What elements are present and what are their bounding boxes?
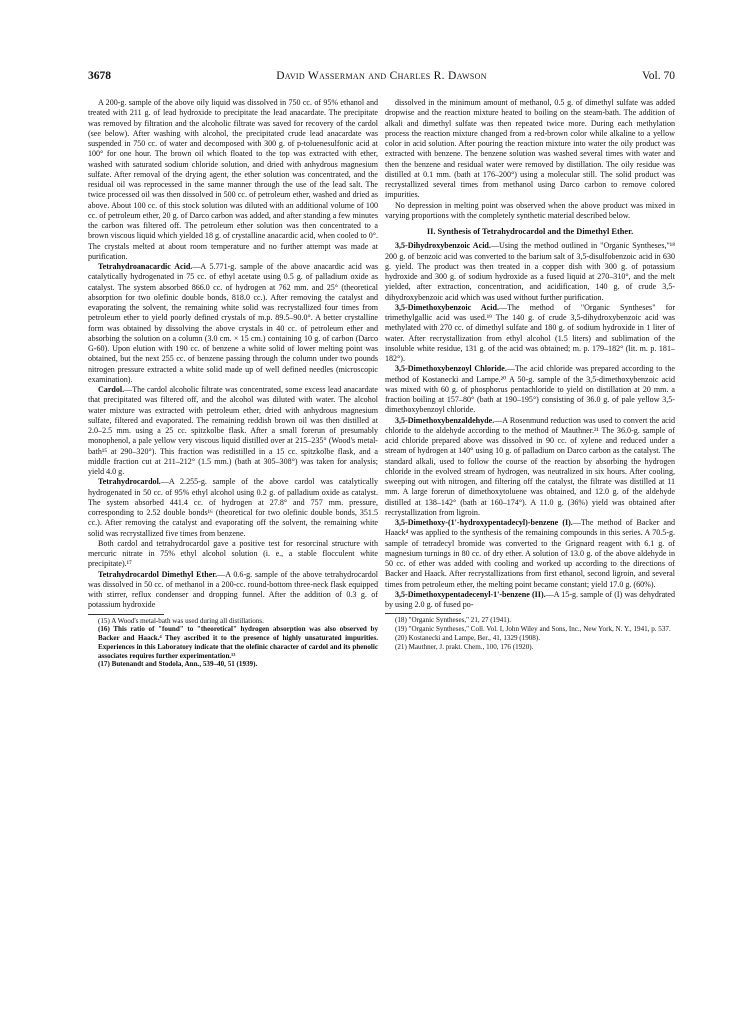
paragraph-heading: 3,5-Dimethoxybenzoic Acid.	[395, 302, 500, 312]
paragraph-heading: Cardol.	[98, 385, 125, 394]
paragraph	[385, 303, 675, 365]
paragraph	[88, 262, 378, 385]
paragraph-body: —The method of Backer and Haack⁴ was applied to the synthesis of the remaining compounds in this series. A 70.5-g. sample of tetradecyl bromide was converted to the Grignard reagent with 6.1 g. of magnesium turnings in 80 cc. of dry ether. A solution of 13.0 g. of the above aldehyde in 50 cc. of ether was added with cooling and worked up according to the directions of Backer and Haack. After recrystallizations from first ethanol, second ligroin, and several times from petroleum ether, the melting point became constant; yield 17.0 g. (60%).	[385, 518, 675, 589]
footnote: (21) Mauthner, J. prakt. Chem., 100, 176 (1920).	[395, 642, 534, 651]
right-column	[385, 98, 675, 651]
paragraph-heading: Tetrahydrocardol Dimethyl Ether.	[98, 569, 218, 579]
paragraph	[385, 518, 675, 590]
footnote-rule	[385, 613, 461, 614]
section-heading: II. Synthesis of Tetrahydrocardol and the Dimethyl Ether.	[426, 227, 634, 236]
page-number: 3678	[88, 70, 111, 82]
paragraph: dissolved in the minimum amount of methanol, 0.5 g. of dimethyl sulfate was added dropwise and the reaction mixture heated to boiling on the steam-bath. The addition of alkali and dimethyl sulfate was then repeated twice more. During each methylation process the reaction mixture changed from a red-brown color while alkaline to a yellow color in acid solution. After pouring the reaction mixture into water the oily product was extracted with benzene. The benzene solution was washed several times with water and then the benzene and residual water were removed by distillation. The oily residue was distilled at 0.1 mm. (bath at 176–200°) using a molecular still. The solid product was recrystallized several times from methanol using Darco carbon to remove colored impurities.	[385, 98, 675, 200]
paragraph-body: —A 15-g. sample of (I) was dehydrated by using 2.0 g. of fused po-	[385, 589, 675, 609]
paragraph: Both cardol and tetrahydrocardol gave a positive test for resorcinal structure with mercuric nitrate in 75% ethyl alcohol solution (i. e., a stable flocculent white precipitate).¹⁷	[88, 538, 378, 569]
footnote: (15) A Wood's metal-bath was used during all distillations.	[98, 616, 264, 625]
footnote: (18) "Organic Syntheses," 21, 27 (1941).	[395, 616, 511, 625]
running-header	[88, 70, 675, 86]
paragraph-heading: 3,5-Dihydroxybenzoic Acid.	[395, 241, 491, 251]
paragraph-body: —A 5.771-g. sample of the above anacardic acid was catalytically hydrogenated in 75 cc. of ethyl acetate using 0.5 g. of palladium oxide as catalyst. The system absorbed 866.0 cc. of hydrogen at 762 mm. and 25° (theoretical absorption for two olefinic double bonds, 818.0 cc.). After removing the catalyst and evaporating the solvent, the remaining white solid was recrystallized four times from petroleum ether to yield poorly defined crystals of m.p. 89.5–90.0°. A better crystalline form was obtained by dissolving the above crystals in 40 cc. of petroleum ether and absorbing the solution on a column (3.0 cm. × 15 cm.) containing 10 g. of carbon (Darco G-60). Upon elution with 190 cc. of benzene a white solid of lower melting point was obtained, but the next 255 cc. of benzene passing through the column under two pounds nitrogen pressure extracted a white solid made up of well defined needles (microscopic examination).	[88, 262, 379, 384]
paragraph-heading: 3,5-Dimethoxybenzaldehyde.	[395, 415, 495, 425]
footnote: (16) This ratio of "found" to "theoretical" hydrogen absorption was also observed by Backer and Haack.⁴ They ascribed it to the presence of highly unsaturated impurities. Experiences in this Laboratory indicate that the olefinic character of cardol and its phenolic associates requires further experimentation.¹³	[98, 625, 378, 660]
paragraph-body: —A 0.6-g. sample of the above tetrahydrocardol was dissolved in 50 cc. of methanol in a 200-cc. round-bottom three-neck flask equipped with stirrer, reflux condenser and dropping funnel. After the addition of 0.3 g. of potassium hydroxide	[88, 569, 378, 610]
paragraph-heading: 3,5-Dimethoxypentadecenyl-1'-benzene (II).	[395, 589, 546, 599]
footnote: (20) Kostanecki and Lampe, Ber., 41, 1329 (1908).	[395, 633, 540, 642]
paragraph	[385, 364, 675, 415]
volume-label: Vol. 70	[641, 70, 675, 82]
running-authors: David Wasserman and Charles R. Dawson	[276, 70, 487, 82]
paragraph	[385, 590, 675, 611]
paragraph-body: —The acid chloride was prepared according to the method of Kostanecki and Lampe.²⁰ A 50-g. sample of the 3,5-dimethoxybenzoic acid was mixed with 60 g. of phosphorus pentachloride to yield on distillation at 20 mm. a fraction boiling at 157–80° (bath at 190–195°) consisting of 36.0 g. of pale yellow 3,5-dimethoxybenzoyl chloride.	[385, 364, 675, 415]
paragraph	[88, 477, 378, 539]
footnote: (17) Butenandt and Stodola, Ann., 539–40, 51 (1939).	[98, 660, 258, 669]
paragraph	[88, 385, 378, 477]
paragraph-heading: 3,5-Dimethoxy-(1'-hydroxypentadecyl)-benzene (I).	[395, 518, 573, 527]
paragraph-body: —Using the method outlined in "Organic Syntheses,"¹⁸ 200 g. of benzoic acid was converted to the barium salt of 3,5-disulfobenzoic acid in 630 g. yield. The product was then treated in a copper dish with 300 g. of potassium hydroxide and 300 g. of sodium hydroxide as a fused liquid at 270–310°, and the melt yielded, after extraction, concentration, and acidification, 140 g. of crude 3,5-dihydroxybenzoic acid which was used without further purification.	[385, 241, 675, 302]
paragraph-heading: Tetrahydrocardol.	[98, 477, 161, 487]
left-column	[88, 98, 378, 669]
paragraph: A 200-g. sample of the above oily liquid was dissolved in 750 cc. of 95% ethanol and treated with 211 g. of lead hydroxide to precipitate the lead anacardate. The precipitate was removed by filtration and the alcoholic filtrate was saved for recovery of the cardol (see below). After washing with alcohol, the precipitated crude lead anacardate was suspended in 750 cc. of water and decomposed with 300 g. of p-toluenesulfonic acid at 100° for one hour. The brown oil which floated to the top was extracted with ether, washed with saturated sodium chloride solution, and dried with anhydrous magnesium sulfate. After removal of the drying agent, the ether solution was concentrated, and the residual oil was reprocessed in the same manner through the use of the lead salt. The twice processed oil was then dissolved in 500 cc. of petroleum ether, washed and dried as above. About 100 cc. of this stock solution was diluted with an additional volume of 100 cc. of petroleum ether, 20 g. of Darco carbon was added, and after standing a few minutes the carbon was filtered off. The petroleum ether solution was then concentrated to a brown viscous liquid which yielded 18 g. of crystalline anacardic acid, when cooled to 0°. The crystals melted at about room temperature and no further attempt was made at purification.	[88, 98, 378, 261]
paragraph-body: —A 2.255-g. sample of the above cardol was catalytically hydrogenated in 50 cc. of 95% ethyl alcohol using 0.2 g. of palladium oxide as catalyst. The system absorbed 441.4 cc. of hydrogen at 27.8° and 757 mm. pressure, corresponding to 2.52 double bonds¹⁶ (theoretical for two olefinic double bonds, 351.5 cc.). After removing the catalyst and evaporating off the solvent, the remaining white solid was recrystallized five times from benzene.	[88, 477, 378, 538]
footnote-rule	[88, 614, 164, 615]
paragraph-heading: Tetrahydroanacardic Acid.	[98, 262, 193, 271]
paragraph-body: —The method of "Organic Syntheses" for trimethylgallic acid was used.¹⁹ The 140 g. of crude 3,5-dihydroxybenzoic acid was methylated with 270 cc. of dimethyl sulfate and 180 g. of sodium hydroxide in 1 liter of water. After recrystallization from ethyl alcohol (1.5 liters) and sublimation of the insoluble white residue, 131 g. of the acid was obtained; m. p. 179–182° (lit. m. p. 181–182°).	[385, 302, 675, 363]
paragraph-heading: 3,5-Dimethoxybenzoyl Chloride.	[395, 364, 507, 374]
footnote: (19) "Organic Syntheses," Coll. Vol. I, John Wiley and Sons, Inc., New York, N. Y., 1941, p. 537.	[395, 625, 671, 634]
paragraph: No depression in melting point was observed when the above product was mixed in varying proportions with the completely synthetic material described below.	[385, 200, 675, 220]
paragraph-body: —The cardol alcoholic filtrate was concentrated, some excess lead anacardate that precipitated was filtered off, and the alcohol was diluted with water. The alcohol water mixture was extracted with petroleum ether, dried with anhydrous magnesium sulfate, filtered and evaporated. The remaining reddish brown oil was then distilled at 2.0–2.5 mm. using a 25 cc. spitzkolbe flask. After a small forerun of presumably monophenol, a pale yellow very viscous liquid distilled over at 215–235° (Wood's metal-bath¹⁵ at 290–320°). This fraction was redistilled in a 15 cc. spitzkolbe flask, and a middle fraction cut at 211–212° (1.5 mm.) (bath at 305–308°) was taken for analysis; yield 4.0 g.	[88, 385, 378, 476]
paragraph	[88, 570, 378, 611]
paragraph	[385, 416, 675, 519]
paragraph-body: —A Rosenmund reduction was used to convert the acid chloride to the aldehyde according to the method of Mauthner.²¹ The 36.0-g. sample of acid chloride prepared above was dissolved in 90 cc. of xylene and reduced under a stream of hydrogen at 140° using 10 g. of palladium on Darco carbon as the catalyst. The standard alkali, used to follow the course of the reaction by absorbing the hydrogen chloride in the evolved stream of hydrogen, was neutralized in six hours. After cooling, sweeping out with nitrogen, and filtering off the catalyst, the filtrate was distilled at 11 mm. A large forerun of dimethoxytoluene was obtained, and 12.0 g. of the aldehyde distilled at 138–142° (bath at 160–174°). A 11.0 g. (36%) yield was obtained after recrystallization from ligroin.	[385, 415, 675, 517]
paragraph	[385, 241, 675, 303]
